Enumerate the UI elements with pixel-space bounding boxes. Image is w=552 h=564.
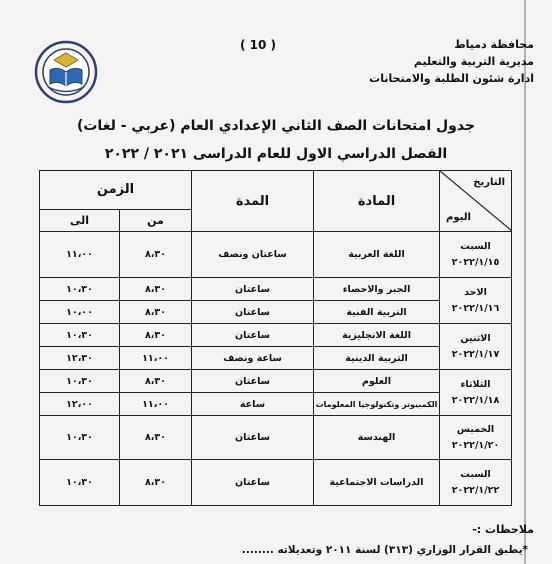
date-cell <box>440 232 512 278</box>
from-cell: ١١،٠٠ <box>120 393 192 416</box>
notes-label: ملاحظات :- <box>472 523 534 536</box>
schedule-subtitle: الفصل الدراسي الاول للعام الدراسى ٢٠٢١ / ٢٠٢٢ <box>104 146 448 162</box>
duration-cell: ساعة ونصف <box>192 347 314 370</box>
from-cell: ١١،٠٠ <box>120 347 192 370</box>
from-cell: ٨،٣٠ <box>120 301 192 324</box>
subject-cell: التربية الدينية <box>314 347 440 370</box>
from-cell: ٨،٣٠ <box>120 460 192 506</box>
header-duration: المدة <box>192 171 314 232</box>
day-name: السبت <box>460 468 491 480</box>
subject-cell: العلوم <box>314 370 440 393</box>
subject-cell: الجبر والاحصاء <box>314 278 440 301</box>
date-cell <box>440 324 512 370</box>
exam-date: ٢٠٢٢/١/١٥ <box>451 256 500 268</box>
header-line-directorate: مديرية التربية والتعليم <box>413 55 534 68</box>
to-cell: ١٢،٠٠ <box>40 393 120 416</box>
header-date-day <box>440 171 512 232</box>
date-cell <box>440 460 512 506</box>
from-cell: ٨،٣٠ <box>120 232 192 278</box>
to-cell: ١٢،٣٠ <box>40 347 120 370</box>
from-cell: ٨،٣٠ <box>120 416 192 460</box>
header-day: اليوم <box>446 212 471 223</box>
exam-date: ٢٠٢٢/١/٢٢ <box>451 484 500 496</box>
from-cell: ٨،٣٠ <box>120 370 192 393</box>
table-row <box>40 278 512 301</box>
table-row <box>40 416 512 460</box>
day-name: الثلاثاء <box>460 378 491 390</box>
note-item: *يطبق القرار الوزاري (٣١٣) لسنة ٢٠١١ وتعديلاته ........ <box>241 544 528 556</box>
subject-cell: اللغة العربية <box>314 232 440 278</box>
to-cell: ١٠،٣٠ <box>40 278 120 301</box>
to-cell: ١٠،٠٠ <box>40 301 120 324</box>
exam-date: ٢٠٢٢/١/١٨ <box>451 394 500 406</box>
duration-cell: ساعة <box>192 393 314 416</box>
subject-cell: الدراسات الاجتماعية <box>314 460 440 506</box>
subject-cell: التربية الفنية <box>314 301 440 324</box>
table-row <box>40 324 512 347</box>
to-cell: ١٠،٣٠ <box>40 370 120 393</box>
exam-schedule-table <box>39 170 512 506</box>
day-name: الاحد <box>464 286 487 298</box>
table-row <box>40 232 512 278</box>
exam-date: ٢٠٢٢/١/١٦ <box>451 302 500 314</box>
to-cell: ١٠،٣٠ <box>40 460 120 506</box>
schedule-title: جدول امتحانات الصف الثاني الإعدادي العام (عربي - لغات) <box>76 118 476 134</box>
header-subject: المادة <box>314 171 440 232</box>
header-line-department: ادارة شئون الطلبة والامتحانات <box>369 72 534 85</box>
day-name: السبت <box>460 240 491 252</box>
header-line-governorate: محافظة دمياط <box>454 38 534 51</box>
duration-cell: ساعتان <box>192 278 314 301</box>
ministry-logo-icon <box>34 40 98 104</box>
header-date: التاريخ <box>473 177 506 188</box>
date-cell <box>440 370 512 416</box>
duration-cell: ساعتان <box>192 370 314 393</box>
header-from: من <box>120 209 192 231</box>
to-cell: ١٠،٣٠ <box>40 324 120 347</box>
from-cell: ٨،٣٠ <box>120 324 192 347</box>
duration-cell: ساعتان ونصف <box>192 232 314 278</box>
date-cell <box>440 416 512 460</box>
exam-date: ٢٠٢٢/١/١٧ <box>451 348 500 360</box>
to-cell: ١٠،٣٠ <box>40 416 120 460</box>
duration-cell: ساعتان <box>192 324 314 347</box>
header-authority <box>334 36 534 87</box>
table-row <box>40 460 512 506</box>
header-to: الى <box>40 209 120 231</box>
header-time: الزمن <box>40 171 192 210</box>
subject-cell: الهندسة <box>314 416 440 460</box>
day-name: الخميس <box>456 423 495 435</box>
subject-cell: الكمبيوتر وتكنولوجيا المعلومات <box>314 393 440 416</box>
duration-cell: ساعتان <box>192 301 314 324</box>
from-cell: ٨،٣٠ <box>120 278 192 301</box>
to-cell: ١١،٠٠ <box>40 232 120 278</box>
duration-cell: ساعتان <box>192 460 314 506</box>
table-row <box>40 370 512 393</box>
page-number: ( 10 ) <box>240 38 277 52</box>
day-name: الاثنين <box>460 332 491 344</box>
duration-cell: ساعتان <box>192 416 314 460</box>
subject-cell: اللغة الانجليزية <box>314 324 440 347</box>
date-cell <box>440 278 512 324</box>
exam-date: ٢٠٢٢/١/٢٠ <box>451 439 500 451</box>
